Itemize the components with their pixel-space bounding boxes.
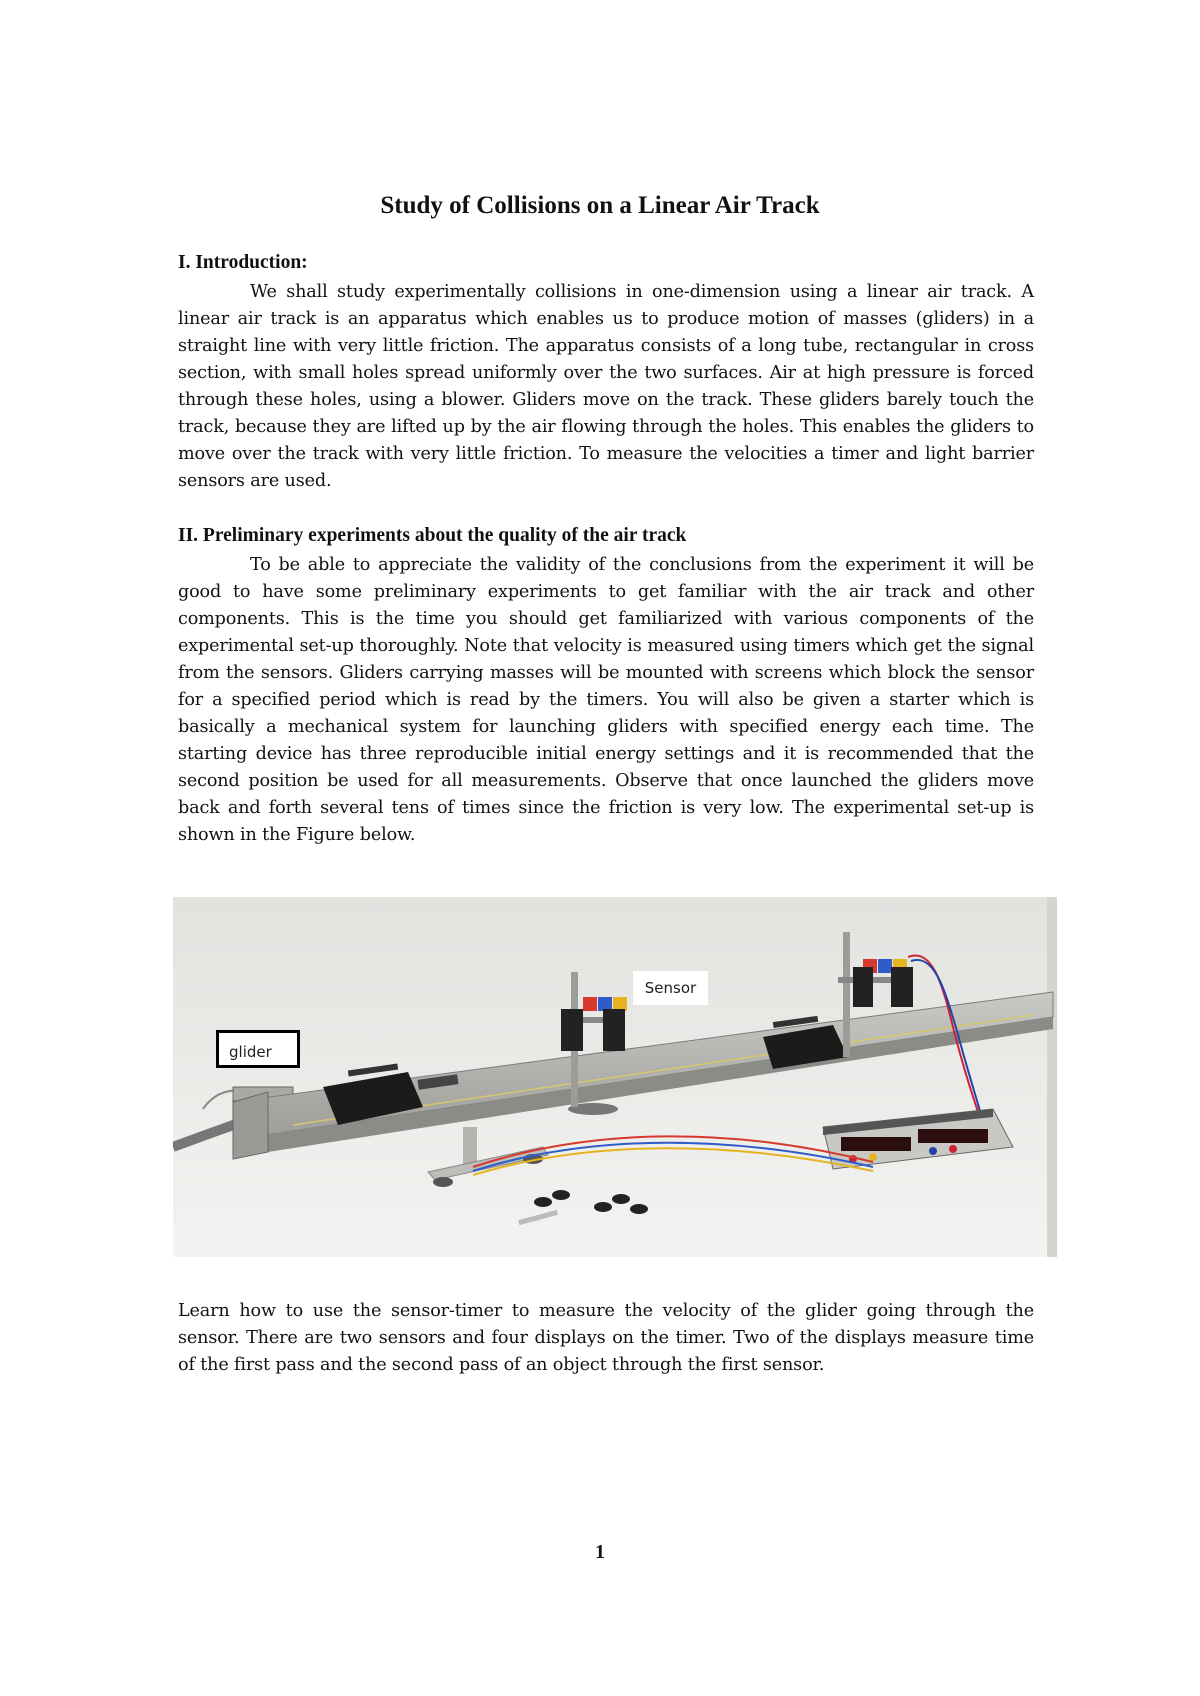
section-heading-preliminary: II. Preliminary experiments about the quality of the air track — [178, 525, 687, 546]
page-number: 1 — [595, 1541, 605, 1563]
introduction-paragraph: We shall study experimentally collisions in one-dimension using a linear air track. A linear air track is an apparatus which enables us to produce motion of masses (gliders) in a straight line with very little friction. The apparatus consists of a long tube, rectangular in cross section, with small holes spread uniformly over the two surfaces. Air at high pressure is forced through these holes, using a blower. Gliders move on the track. These gliders barely touch the track, because they are lifted up by the air flowing through the holes. This enables the gliders to move over the track with very little friction. To measure the velocities a timer and light barrier sensors are used. — [178, 282, 1034, 491]
sensor-timer-paragraph: Learn how to use the sensor-timer to measure the velocity of the glider going through the sensor. There are two sensors and four displays on the timer. Two of the displays measure time of the first pass and the second pass of an object through the first sensor. — [178, 1301, 1034, 1375]
section-heading-introduction: I. Introduction: — [178, 252, 308, 273]
air-track-setup-figure — [173, 897, 1057, 1257]
sensor-label: Sensor — [633, 971, 708, 1005]
glider-label: glider — [216, 1030, 300, 1068]
page-title: Study of Collisions on a Linear Air Track — [380, 192, 820, 219]
air-track-photo — [173, 897, 1057, 1257]
preliminary-paragraph: To be able to appreciate the validity of the conclusions from the experiment it will be good to have some preliminary experiments to get familiar with the air track and other components. This is the time you should get familiarized with various components of the experimental set-up thoroughly. Note that velocity is measured using timers which get the signal from the sensors. Gliders carrying masses will be mounted with screens which block the sensor for a specified period which is read by the timers. You will also be given a starter which is basically a mechanical system for launching gliders with specified energy each time. The starting device has three reproducible initial energy settings and it is recommended that the second position be used for all measurements. Observe that once launched the gliders move back and forth several tens of times since the friction is very low. The experimental set-up is shown in the Figure below. — [178, 555, 1034, 845]
